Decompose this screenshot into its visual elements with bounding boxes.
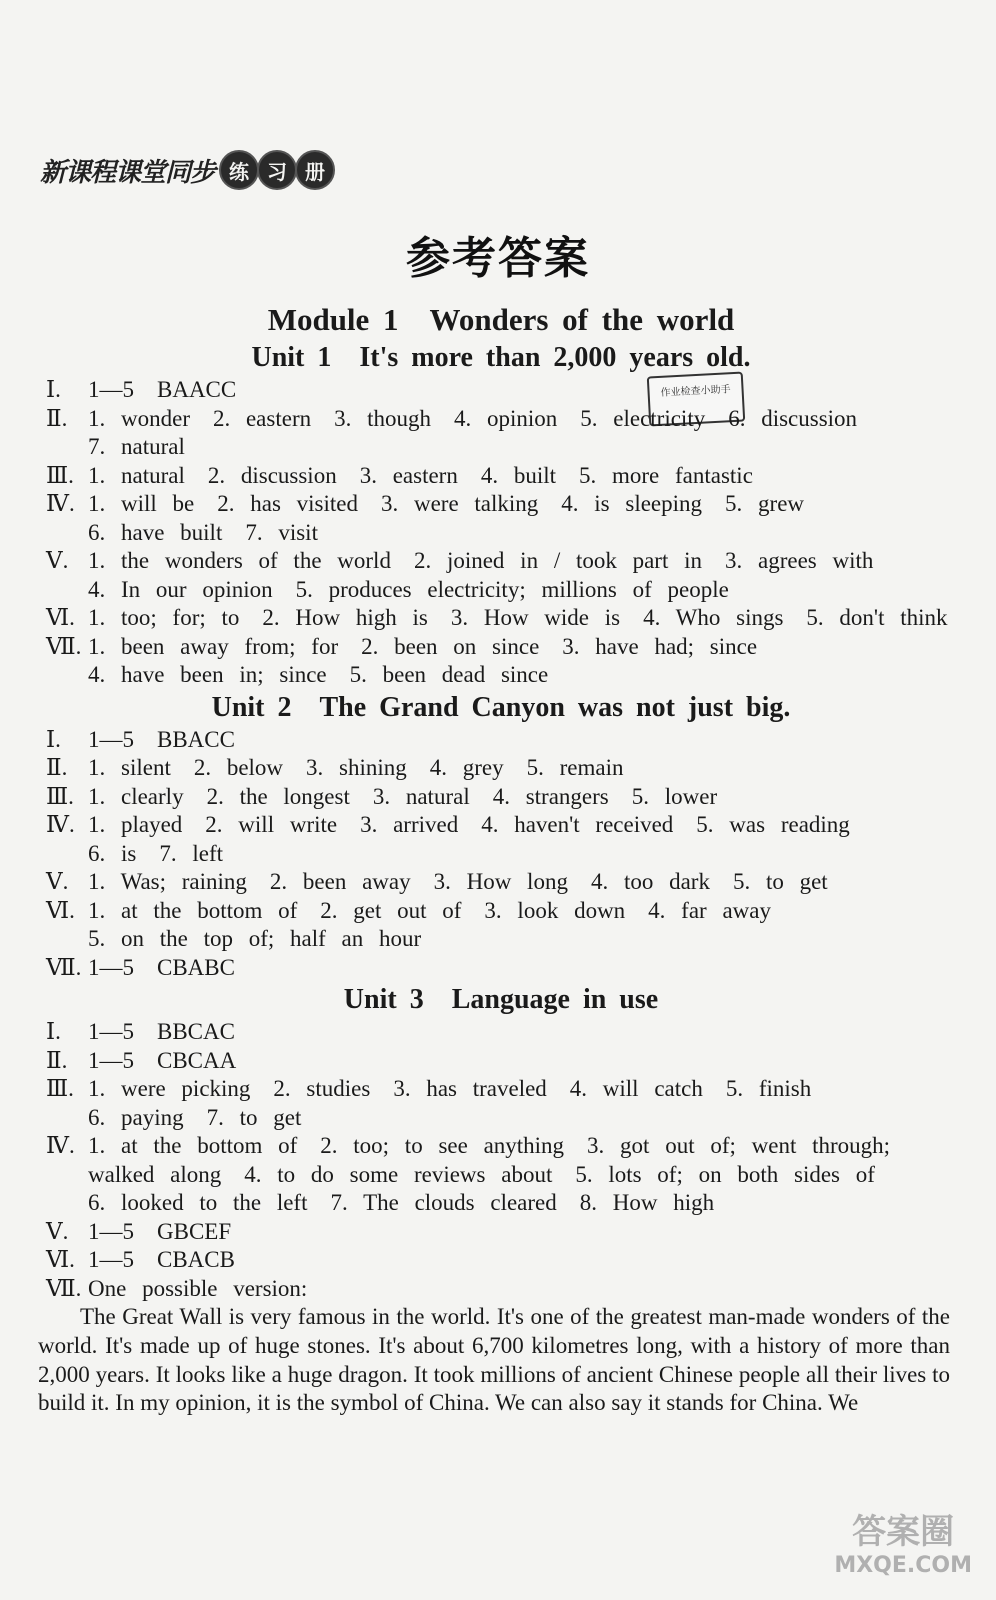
section-number: Ⅶ.	[46, 954, 82, 980]
answer-text: 1. too; for; to 2. How high is 3. How wide is 4. Who sings 5. don't think	[88, 605, 948, 630]
section-number: Ⅰ.	[46, 377, 61, 402]
answer-text: 1—5 BBACC	[88, 726, 235, 752]
site-watermark	[834, 1504, 972, 1578]
answer-text: 1—5 BBCAC	[88, 1019, 235, 1044]
section-number: Ⅳ.	[46, 1133, 75, 1158]
section-number: Ⅱ.	[46, 1047, 68, 1073]
answer-text: 1. were picking 2. studies 3. has traveled 4. will catch 5. finish	[88, 1076, 812, 1101]
section-number: Ⅰ.	[46, 726, 61, 752]
answer-continuation: 7. natural	[88, 434, 185, 459]
answer-text: 1. silent 2. below 3. shining 4. grey 5. remain	[88, 755, 624, 780]
answer-row	[46, 783, 956, 812]
section-number: Ⅳ.	[46, 812, 75, 837]
answer-continuation: 6. looked to the left 7. The clouds cleared 8. How high	[88, 1190, 715, 1215]
answer-row	[46, 1246, 956, 1275]
answer-row	[46, 376, 956, 405]
answer-text: 1. natural 2. discussion 3. eastern 4. built 5. more fantastic	[88, 462, 753, 488]
watermark-line-2: MXQE.COM	[834, 1553, 972, 1578]
answer-row	[46, 1218, 956, 1247]
section-number: Ⅴ.	[46, 1218, 69, 1244]
section-number: Ⅵ.	[46, 605, 75, 630]
answer-continuation: 6. have built 7. visit	[88, 519, 318, 545]
answer-row	[46, 954, 956, 983]
stamp-text: 作业检查小助手	[660, 384, 731, 399]
answer-row	[46, 754, 956, 783]
answer-text: One possible version:	[88, 1275, 308, 1301]
answer-row	[46, 547, 956, 576]
logo-badge-1: 练	[219, 150, 259, 190]
answer-text: 1. played 2. will write 3. arrived 4. haven't received 5. was reading	[88, 812, 850, 837]
answer-row	[46, 811, 956, 840]
answer-row	[46, 405, 956, 434]
answer-continuation: 5. on the top of; half an hour	[88, 926, 422, 951]
section-number: Ⅳ.	[46, 491, 75, 516]
page-title: 参考答案	[406, 233, 590, 284]
watermark-line-1: 答案圈	[852, 1512, 955, 1552]
answer-text: 1—5 BAACC	[88, 377, 237, 402]
answer-row	[46, 1018, 956, 1047]
answer-continuation: 6. paying 7. to get	[88, 1104, 302, 1130]
answer-continuation: 4. In our opinion 5. produces electricity; millions of people	[88, 576, 729, 602]
answer-row	[46, 1275, 956, 1304]
answer-row	[46, 604, 956, 633]
module-title: Module 1 Wonders of the world	[267, 302, 735, 337]
section-number: Ⅱ.	[46, 405, 68, 431]
answer-text: 1. at the bottom of 2. too; to see anything 3. got out of; went through;	[88, 1133, 891, 1158]
answer-text: 1—5 CBABC	[88, 954, 235, 980]
answer-text: 1—5 CBACB	[88, 1247, 235, 1272]
answer-continuation: walked along 4. to do some reviews about 5. lots of; on both sides of	[88, 1161, 875, 1187]
unit-title: Unit 2 The Grand Canyon was not just big.	[211, 691, 791, 723]
section-number: Ⅱ.	[46, 755, 68, 780]
section-number: Ⅲ.	[46, 783, 74, 809]
section-number: Ⅰ.	[46, 1019, 61, 1044]
logo-badge-3: 册	[295, 150, 335, 190]
answer-text: 1—5 CBCAA	[88, 1047, 237, 1073]
logo-text: 新课程课堂同步	[40, 157, 216, 188]
section-number: Ⅴ.	[46, 548, 69, 573]
answer-text: 1. been away from; for 2. been on since 3. have had; since	[88, 633, 758, 659]
answer-text: 1. Was; raining 2. been away 3. How long 4. too dark 5. to get	[88, 869, 828, 894]
unit-title: Unit 3 Language in use	[343, 984, 659, 1015]
essay-paragraph: The Great Wall is very famous in the world. It's one of the greatest man-made wonders of the world. It's made up of huge stones. It's about 6,700 kilometres long, with a history of more than 2,000 years. It looks like a huge dragon. It took millions of ancient Chinese people all their lives to build it. In my opinion, it is the symbol of China. We can also say it stands for China. We	[38, 1304, 950, 1416]
answer-row	[46, 490, 956, 519]
answer-text: 1. the wonders of the world 2. joined in / took part in 3. agrees with	[88, 548, 874, 573]
section-number: Ⅴ.	[46, 869, 69, 894]
section-number: Ⅶ.	[46, 1275, 82, 1301]
answer-row	[46, 868, 956, 897]
answer-content	[38, 300, 956, 1418]
answer-continuation: 6. is 7. left	[88, 840, 223, 866]
answer-row	[46, 1075, 956, 1104]
section-number: Ⅵ.	[46, 1247, 75, 1272]
answer-row	[46, 633, 956, 662]
book-series-logo	[40, 150, 335, 190]
answer-row	[46, 1132, 956, 1161]
answer-continuation: 4. have been in; since 5. been dead since	[88, 662, 549, 687]
section-number: Ⅲ.	[46, 1076, 74, 1101]
answer-text: 1. will be 2. has visited 3. were talking 4. is sleeping 5. grew	[88, 491, 805, 516]
section-number: Ⅲ.	[46, 462, 74, 488]
unit-title: Unit 1 It's more than 2,000 years old.	[251, 342, 751, 373]
answer-text: 1—5 GBCEF	[88, 1218, 232, 1244]
answer-row	[46, 897, 956, 926]
answer-text: 1. at the bottom of 2. get out of 3. look down 4. far away	[88, 897, 771, 923]
answer-row	[46, 1047, 956, 1076]
units-container	[46, 340, 956, 1303]
logo-badge-2: 习	[257, 150, 297, 190]
section-number: Ⅵ.	[46, 897, 75, 923]
answer-row	[46, 462, 956, 491]
answer-row	[46, 726, 956, 755]
section-number: Ⅶ.	[46, 633, 82, 659]
answer-text: 1. wonder 2. eastern 3. though 4. opinion 5. electricity 6. discussion	[88, 405, 858, 431]
answer-text: 1. clearly 2. the longest 3. natural 4. strangers 5. lower	[88, 783, 718, 809]
